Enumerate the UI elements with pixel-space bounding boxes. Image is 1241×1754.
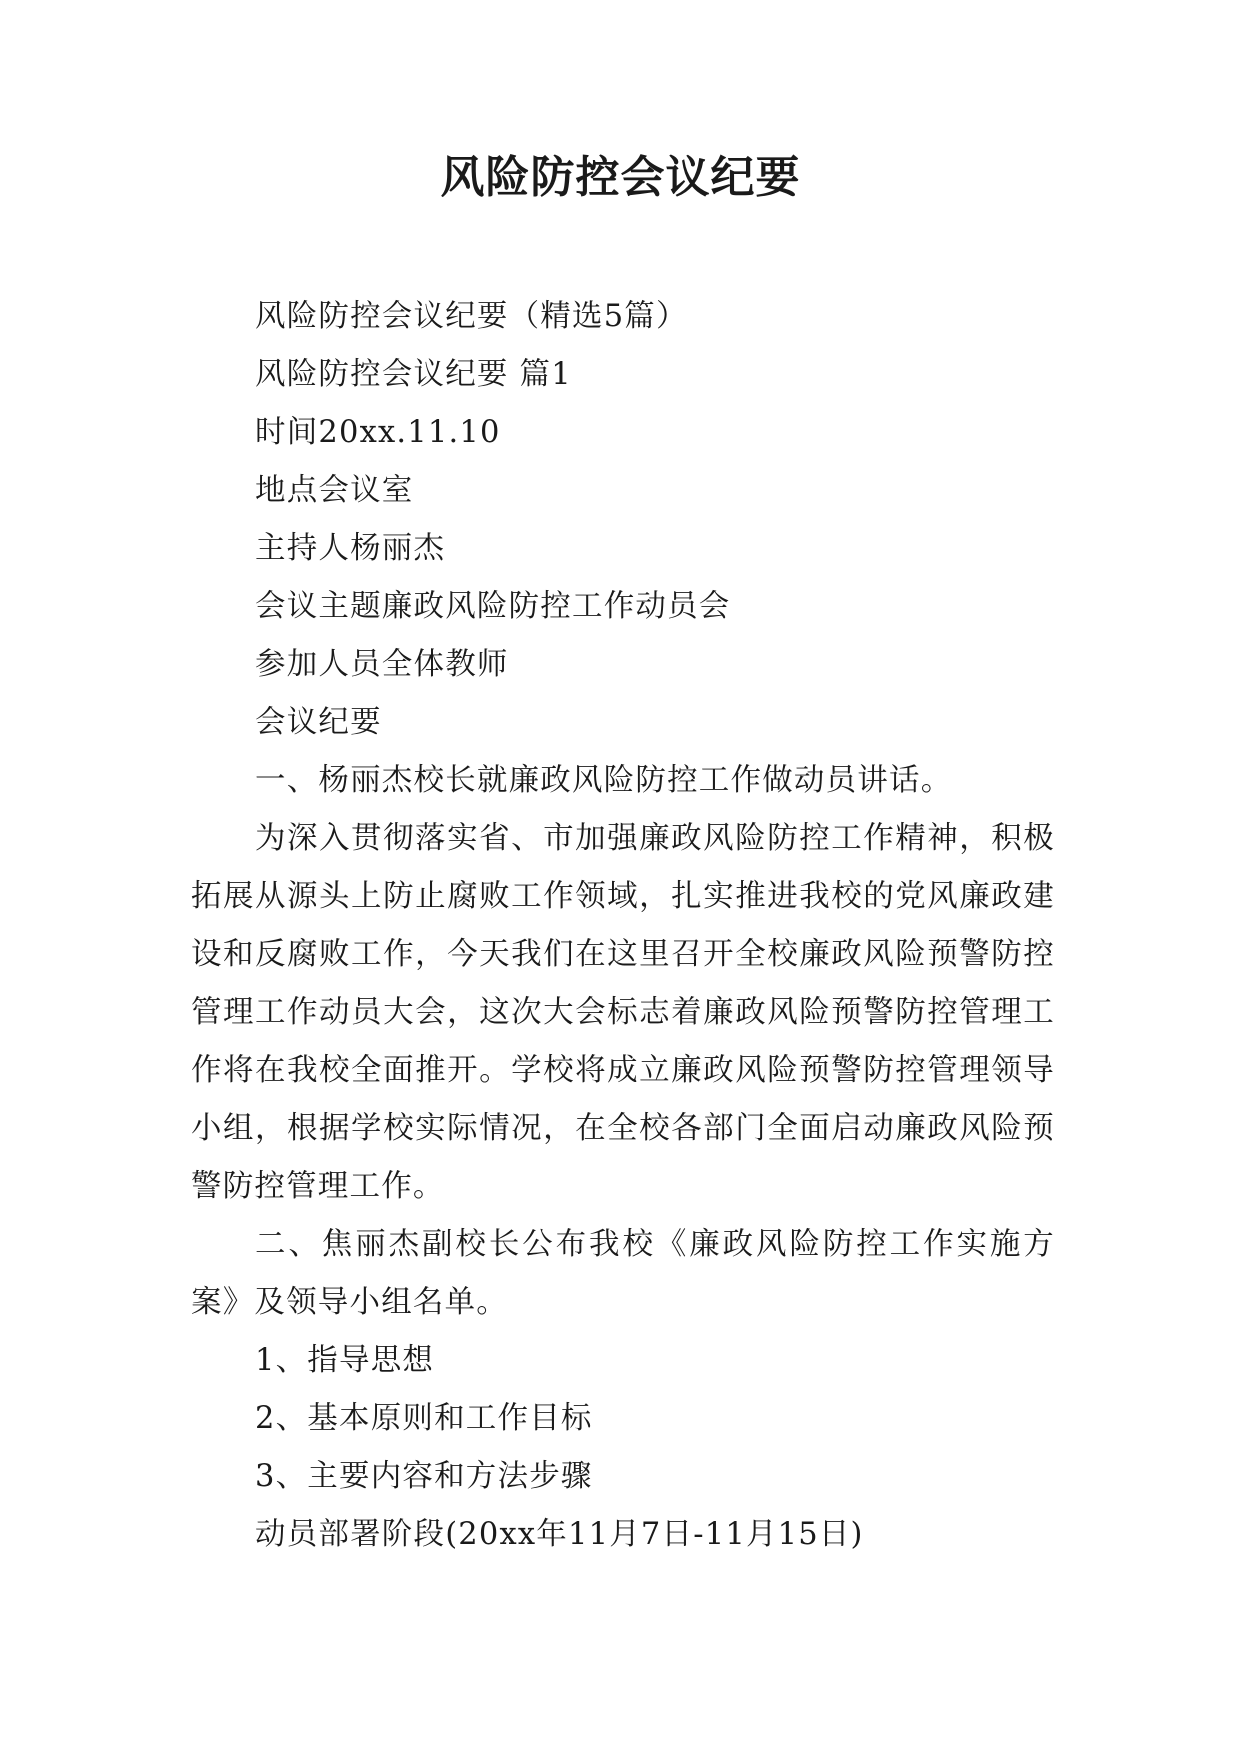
meeting-location: 地点会议室: [255, 473, 414, 508]
meeting-time: 时间20xx.11.10: [255, 415, 501, 450]
document-body: [191, 288, 1055, 1564]
document-title: 风险防控会议纪要: [440, 152, 801, 203]
minutes-heading: 会议纪要: [255, 705, 382, 740]
agenda-item-1: 一、杨丽杰校长就廉政风险防控工作做动员讲话。: [255, 763, 953, 798]
meeting-attendees: 参加人员全体教师: [255, 647, 509, 682]
body-paragraph-1: 为深入贯彻落实省、市加强廉政风险防控工作精神，积极拓展从源头上防止腐败工作领域，扎实推进我校的党风廉政建设和反腐败工作，今天我们在这里召开全校廉政风险预警防控管理工作动员大会，这次大会标志着廉政风险预警防控管理工作将在我校全面推开。学校将成立廉政风险预警防控管理领导小组，根据学校实际情况，在全校各部门全面启动廉政风险预警防控管理工作。: [191, 821, 1055, 1204]
list-item-guiding-thought: 1、指导思想: [255, 1343, 435, 1378]
meeting-host: 主持人杨丽杰: [255, 531, 446, 566]
meeting-topic: 会议主题廉政风险防控工作动员会: [255, 589, 731, 624]
list-item-principles: 2、基本原则和工作目标: [255, 1401, 593, 1436]
list-item-phase: 动员部署阶段(20xx年11月7日-11月15日): [255, 1517, 864, 1552]
section-heading: 风险防控会议纪要 篇1: [255, 357, 572, 392]
body-paragraph-2: 二、焦丽杰副校长公布我校《廉政风险防控工作实施方案》及领导小组名单。: [191, 1227, 1055, 1320]
list-item-contents: 3、主要内容和方法步骤: [255, 1459, 593, 1494]
subtitle-line: 风险防控会议纪要（精选5篇）: [255, 299, 688, 334]
